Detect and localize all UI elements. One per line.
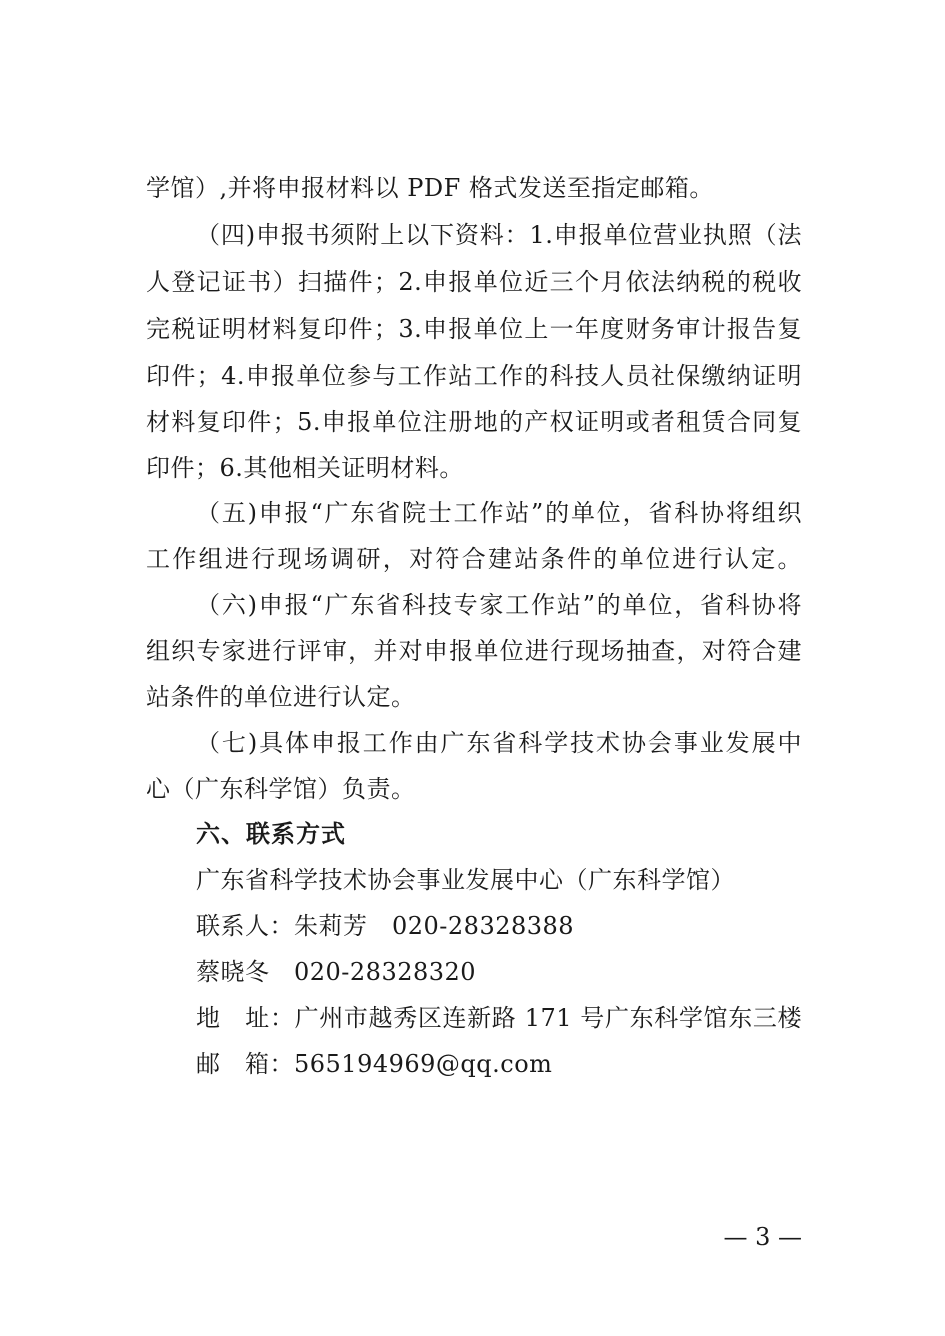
paragraph-7-line-1: （七)具体申报工作由广东省科学技术协会事业发展中 (196, 729, 802, 757)
contact-email: 邮 箱：565194969@qq.com (196, 1050, 553, 1078)
paragraph-4-line-6: 印件；6.其他相关证明材料。 (146, 454, 464, 482)
contact-person: 联系人：朱莉芳 020-28328388 (196, 912, 575, 940)
paragraph-4-line-1: （四)申报书须附上以下资料：1.申报单位营业执照（法 (196, 221, 802, 249)
paragraph-6-line-2: 组织专家进行评审，并对申报单位进行现场抽查，对符合建 (146, 637, 802, 665)
contact-second-person: 蔡晓冬 020-28328320 (196, 958, 477, 986)
paragraph-4-line-3: 完税证明材料复印件；3.申报单位上一年度财务审计报告复 (146, 315, 802, 343)
contact-organization: 广东省科学技术协会事业发展中心（广东科学馆） (196, 866, 735, 894)
paragraph-4-line-5: 材料复印件；5.申报单位注册地的产权证明或者租赁合同复 (146, 408, 802, 436)
paragraph-intro-tail: 学馆）,并将申报材料以 PDF 格式发送至指定邮箱。 (146, 174, 714, 202)
paragraph-6-line-3: 站条件的单位进行认定。 (146, 683, 416, 711)
contact-address: 地 址：广州市越秀区连新路 171 号广东科学馆东三楼 (196, 1004, 802, 1032)
paragraph-5-line-2: 工作组进行现场调研，对符合建站条件的单位进行认定。 (146, 545, 802, 573)
paragraph-4-line-2: 人登记证书）扫描件；2.申报单位近三个月依法纳税的税收 (146, 268, 802, 296)
paragraph-7-line-2: 心（广东科学馆）负责。 (146, 775, 416, 803)
paragraph-6-line-1: （六)申报“广东省科技专家工作站”的单位，省科协将 (196, 591, 802, 619)
page-number: — 3 — (723, 1223, 802, 1251)
paragraph-5-line-1: （五)申报“广东省院士工作站”的单位，省科协将组织 (196, 499, 802, 527)
section-heading-contact: 六、联系方式 (196, 820, 346, 848)
paragraph-4-line-4: 印件；4.申报单位参与工作站工作的科技人员社保缴纳证明 (146, 362, 802, 390)
